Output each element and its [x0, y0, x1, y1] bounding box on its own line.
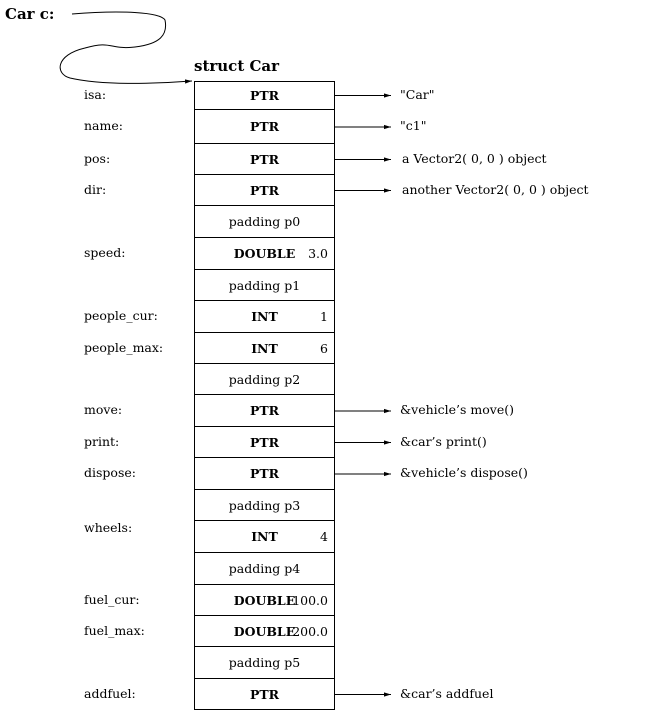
field-type: PTR [249, 182, 280, 198]
field-label: people_cur: [84, 308, 158, 323]
struct-row [0, 427, 646, 458]
pointer-target: &vehicle’s move() [400, 402, 514, 417]
field-cell [194, 333, 335, 364]
field-cell [194, 490, 335, 521]
padding-label: padding p1 [228, 277, 301, 293]
pointer-target: &car’s print() [400, 433, 487, 449]
field-label: isa: [84, 86, 107, 102]
padding-label: padding p0 [228, 214, 301, 229]
field-type: PTR [249, 466, 280, 481]
field-cell [194, 458, 335, 490]
struct-row [0, 585, 646, 616]
field-type: INT [251, 340, 278, 356]
field-type: PTR [249, 119, 280, 134]
field-cell [194, 364, 335, 395]
padding-label: padding p4 [228, 561, 301, 576]
struct-row [0, 679, 646, 710]
field-label: fuel_max: [84, 622, 145, 638]
field-label: addfuel: [84, 685, 136, 701]
struct-row [0, 301, 646, 333]
struct-row [0, 238, 646, 270]
field-value: 6 [320, 340, 328, 356]
field-cell [194, 175, 335, 206]
struct-row [0, 395, 646, 427]
field-cell [194, 301, 335, 333]
struct-row [0, 333, 646, 364]
field-label: print: [84, 433, 120, 449]
struct-row [0, 206, 646, 238]
field-value: 100.0 [292, 592, 328, 608]
pointer-target: &vehicle’s dispose() [400, 465, 528, 480]
field-type: PTR [249, 88, 280, 103]
struct-row [0, 616, 646, 647]
field-label: fuel_cur: [84, 591, 140, 607]
field-cell [194, 647, 335, 679]
struct-row [0, 647, 646, 679]
pointer-target: another Vector2( 0, 0 ) object [402, 181, 589, 197]
field-label: people_max: [84, 339, 164, 355]
struct-row [0, 175, 646, 206]
pointer-target: &car’s addfuel [400, 685, 494, 701]
field-type: PTR [249, 686, 280, 702]
struct-row [0, 364, 646, 395]
struct-row [0, 110, 646, 144]
pointer-target: a Vector2( 0, 0 ) object [402, 150, 547, 166]
field-type: INT [251, 309, 278, 324]
padding-label: padding p5 [228, 655, 301, 670]
field-cell [194, 553, 335, 585]
field-label: wheels: [84, 520, 133, 535]
field-type: DOUBLE [233, 592, 296, 608]
pointer-target: "c1" [400, 118, 427, 133]
padding-label: padding p3 [228, 497, 301, 513]
field-label: speed: [84, 245, 126, 260]
field-value: 1 [320, 309, 328, 324]
field-cell [194, 144, 335, 175]
field-type: DOUBLE [233, 246, 296, 261]
field-cell [194, 206, 335, 238]
field-value: 3.0 [308, 246, 328, 261]
field-cell [194, 616, 335, 647]
field-cell [194, 238, 335, 270]
field-label: dispose: [84, 465, 136, 480]
field-cell [194, 427, 335, 458]
field-label: move: [84, 402, 123, 417]
field-cell [194, 585, 335, 616]
struct-row [0, 458, 646, 490]
field-label: name: [84, 118, 123, 133]
struct-row [0, 270, 646, 301]
field-cell [194, 81, 335, 110]
padding-label: padding p2 [228, 371, 301, 387]
field-value: 4 [320, 529, 328, 544]
variable-label: Car c: [5, 5, 55, 23]
pointer-target: "Car" [400, 86, 435, 102]
struct-row [0, 81, 646, 110]
struct-row [0, 521, 646, 553]
field-type: PTR [249, 151, 280, 167]
field-cell [194, 110, 335, 144]
struct-title: struct Car [194, 57, 280, 75]
field-cell [194, 270, 335, 301]
struct-row [0, 490, 646, 521]
field-cell [194, 395, 335, 427]
struct-row [0, 144, 646, 175]
struct-row [0, 553, 646, 585]
field-label: dir: [84, 181, 107, 197]
field-value: 200.0 [292, 623, 328, 639]
field-cell [194, 521, 335, 553]
field-type: PTR [249, 434, 280, 450]
field-label: pos: [84, 150, 111, 166]
field-type: PTR [249, 403, 280, 418]
field-type: DOUBLE [233, 623, 296, 639]
field-type: INT [251, 529, 278, 544]
field-cell [194, 679, 335, 710]
